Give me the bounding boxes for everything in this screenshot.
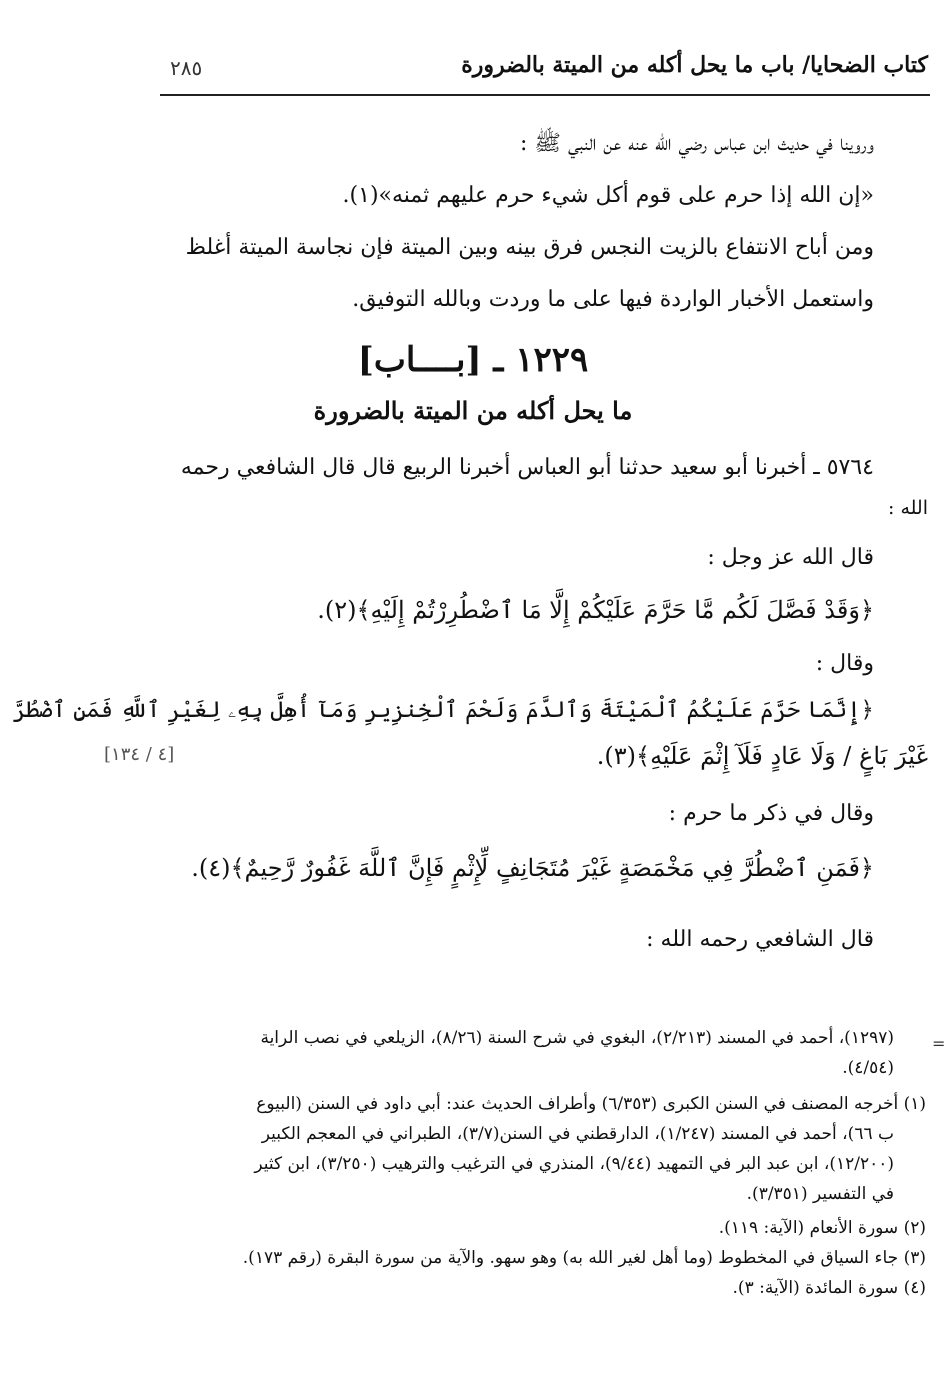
body-line-2: «إن الله إذا حرم على قوم أكل شيء حرم عليهم ثمنه»(١). [342,183,874,208]
margin-reference: [٤ / ١٣٤] [104,744,175,765]
chapter-title: ما يحل أكله من الميتة بالضرورة [313,396,633,425]
quran-verse-3: ﴿فَمَنِ ٱضْطُرَّ فِي مَخْمَصَةٍ غَيْرَ مُتَجَانِفٍ لِّإِثْمٍ فَإِنَّ ٱللَّهَ غَفُورٌ رَّحِيمٌ﴾(٤). [191,854,874,882]
body-line-1: وروينا في حديث ابن عباس رضي الله عنه عن النبي ﷺ : [519,131,874,156]
footnote-carry-line-1: (١٢٩٧)، أحمد في المسند (٢/٢١٣)، البغوي في شرح السنة (٨/٢٦)، الزيلعي في نصب الراية [260,1028,894,1048]
footnote-3: (٣) جاء السياق في المخطوط (وما أهل لغير الله به) وهو سهو. والآية من سورة البقرة (رقم ١٧٣). [242,1248,926,1268]
footnote-1-line-4: في التفسير (٣/٣٥١). [746,1184,894,1204]
qal-line-1: قال الله عز وجل : [707,545,874,570]
header-rule [160,94,930,96]
quran-verse-2a: ﴿إِنَّمَا حَرَّمَ عَلَيْكُمُ ٱلْمَيْتَةَ وَٱلدَّمَ وَلَحْمَ ٱلْخِنزِيرِ وَمَآ أُهِلَّ بِهِۦ لِغَيْرِ ٱللَّهِ فَمَنِ ٱضْطُرَّ [12,697,874,723]
footnote-continuation-marker: = [932,1034,946,1053]
hadith-intro-continuation: الله : [888,497,928,519]
footnote-1-line-2: ب ٦٦)، أحمد في المسند (١/٢٤٧)، الدارقطني في السنن(٣/٧)، الطبراني في المعجم الكبير [261,1124,894,1144]
body-line-4: واستعمل الأخبار الواردة فيها على ما وردت وبالله التوفيق. [352,287,874,312]
quran-verse-1: ﴿وَقَدْ فَصَّلَ لَكُم مَّا حَرَّمَ عَلَيْكُمْ إِلَّا مَا ٱضْطُرِرْتُمْ إِلَيْهِ﴾(٢). [317,596,874,624]
quran-verse-2b: غَيْرَ بَاغٍ / وَلَا عَادٍ فَلَآ إِثْمَ عَلَيْهِ﴾(٣). [596,742,928,770]
chapter-number: ١٢٢٩ ـ [بــــاب] [357,340,589,380]
body-line-3: ومن أباح الانتفاع بالزيت النجس فرق بينه وبين الميتة فإن نجاسة الميتة أغلظ [185,235,874,260]
page-number: ٢٨٥ [170,56,203,80]
footnote-2: (٢) سورة الأنعام (الآية: ١١٩). [718,1218,926,1238]
footnote-4: (٤) سورة المائدة (الآية: ٣). [732,1278,926,1298]
qal-line-4: قال الشافعي رحمه الله : [646,927,874,952]
qal-line-3: وقال في ذكر ما حرم : [668,801,874,826]
footnote-1-line-3: (١٢/٢٠٠)، ابن عبد البر في التمهيد (٩/٤٤)، المنذري في الترغيب والترهيب (٣/٢٥٠)، ابن كثير [254,1154,894,1174]
qal-line-2: وقال : [815,651,874,676]
footnote-carry-line-2: (٤/٥٤). [842,1058,894,1078]
footnote-1-line-1: (١) أخرجه المصنف في السنن الكبرى (٦/٣٥٣) وأطراف الحديث عند: أبي داود في السنن (البيوع [256,1094,926,1114]
running-header-title: كتاب الضحايا/ باب ما يحل أكله من الميتة بالضرورة [461,52,928,78]
hadith-intro: ٥٧٦٤ ـ أخبرنا أبو سعيد حدثنا أبو العباس أخبرنا الربيع قال قال الشافعي رحمه [180,455,874,480]
